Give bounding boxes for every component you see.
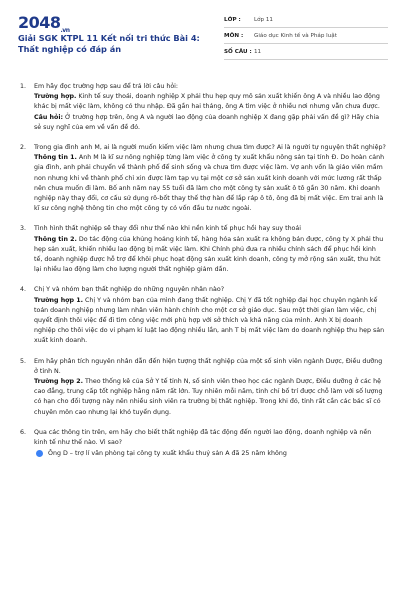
- meta-value: Giáo dục Kinh tế và Pháp luật: [254, 32, 337, 39]
- bullet-item: [34, 449, 386, 459]
- meta-key: SỐ CÂU :: [224, 48, 252, 55]
- info-text: Anh M là kĩ sư nông nghiệp từng làm việc ở công ty xuất khẩu nông sản tại tỉnh Đ. Do hoàn cảnh gia đình, anh phải chuyển về thành phố để sinh sống và chưa tìm được việc làm. Vợ anh vốn là giáo viên mầm non nhưng khi về thành phố chỉ xin được làm tạp vụ tại một cơ sở sản xuất kinh doanh với mức lương rất thấp nên chưa muốn đi làm. Bố anh năm nay 55 tuổi đã làm cho một công ty sản xuất ô tô gần 30 năm. Khi doanh nghiệp này thay đổi, cơ cấu sử dụng rô-bốt thay thế thợ hàn để lắp ráp ô tô, ông đã bị mất việc. Em trai anh là kĩ sư công nghệ thông tin cho một công ty có vốn đầu tư nước ngoài.: [34, 154, 385, 213]
- question-info: [34, 377, 386, 418]
- question-ask: [34, 113, 386, 133]
- question-item: [20, 224, 386, 275]
- info-text: Do tác động của khủng hoảng kinh tế, hàng hóa sản xuất ra không bán được, công ty X phải thu hẹp sản xuất, khiến nhiều lao động bị mất việc làm. Khi Chính phủ đưa ra nhiều chính sách để phục hồi kinh tế, doanh nghiệp được hỗ trợ để khôi phục hoạt động sản xuất kinh doanh, công ty mở rộng sản xuất, thu hút lại nhiều lao động làm cho lượng người thất nghiệp giảm dần.: [34, 235, 384, 274]
- question-prompt: Em hãy phân tích nguyên nhân dẫn đến hiện tượng thất nghiệp của một số sinh viên ngành Dược, Điều dưỡng ở tỉnh N.: [34, 357, 383, 375]
- meta-row-count: [224, 44, 388, 60]
- question-info: [34, 153, 386, 214]
- page-title: Giải SGK KTPL 11 Kết nối tri thức Bài 4: Thất nghiệp có đáp án: [18, 33, 200, 54]
- ask-text: Ở trường hợp trên, ông A và người lao động của doanh nghiệp X đang gặp phải vấn đề gì? Hãy chia sẻ suy nghĩ của em về vấn đề đó.: [34, 113, 380, 131]
- question-item: [20, 285, 386, 346]
- question-list: [20, 82, 386, 470]
- page-header: [0, 0, 400, 76]
- question-item: [20, 357, 386, 418]
- info-label: Trường hợp 1.: [34, 296, 83, 304]
- question-number: 3.: [20, 225, 27, 233]
- meta-row-class: [224, 12, 388, 28]
- meta-key: LỚP :: [224, 16, 241, 23]
- meta-key: MÔN :: [224, 32, 244, 39]
- info-label: Trường hợp.: [34, 93, 77, 101]
- question-info: [34, 235, 386, 276]
- question-item: [20, 82, 386, 133]
- question-prompt: Trong gia đình anh M, ai là người muốn kiếm việc làm nhưng chưa tìm được? Ai là người tự nguyện thất nghiệp?: [34, 144, 386, 152]
- logo-main: 2048: [18, 13, 61, 32]
- question-number: 4.: [20, 286, 27, 294]
- question-prompt: Tình hình thất nghiệp sẽ thay đổi như thế nào khi nền kinh tế phục hồi hay suy thoái: [34, 225, 302, 233]
- info-label: Trường hợp 2.: [34, 378, 83, 386]
- question-info: [34, 92, 386, 112]
- info-text: Chị Y và nhóm bạn của mình đang thất nghiệp. Chị Y đã tốt nghiệp đại học chuyên ngành kế toán doanh nghiệp nhưng làm nhân viên hành chính cho một cơ sở giáo dục. Sau một thời gian làm việc, chị quyết định thôi việc để đi tìm công việc mới phù hợp với sở thích và khả năng của mình. Anh X bị doanh nghiệp cho thôi việc do vi phạm kỉ luật lao động nhiều lần, anh T bị mất việc làm do doanh nghiệp thu hẹp sản xuất kinh doanh.: [34, 296, 385, 345]
- site-logo[interactable]: [18, 13, 70, 34]
- meta-value: Lớp 11: [254, 16, 273, 23]
- question-number: 5.: [20, 357, 27, 365]
- question-prompt: Qua các thông tin trên, em hãy cho biết thất nghiệp đã tác động đến người lao động, doanh nghiệp và nền kinh tế như thế nào. Vì sao?: [34, 428, 372, 447]
- info-text: Theo thống kê của Sở Y tế tỉnh N, số sinh viên theo học các ngành Dược, Điều dưỡng ở các hệ cao đẳng, trung cấp tốt nghiệp hằng năm rất lớn. Tuy nhiên mỗi năm, tỉnh chỉ bố trí được chỗ làm với số lượng có hạn cho đối tượng này nên nhiều sinh viên ra trường bị thất nghiệp. Trong khi đó, tỉnh rất cần các bác sĩ có chuyên môn cao nhưng lại khó tuyển dụng.: [34, 378, 383, 416]
- question-item: [20, 428, 386, 460]
- question-info: [34, 296, 386, 347]
- meta-row-subject: [224, 28, 388, 44]
- info-label: Thông tin 1.: [34, 154, 77, 162]
- meta-table: [224, 12, 388, 60]
- info-label: Thông tin 2.: [34, 235, 77, 243]
- meta-value: 11: [254, 48, 262, 55]
- question-prompt: Chị Y và nhóm bạn thất nghiệp do những nguyên nhân nào?: [34, 286, 225, 294]
- question-number: 6.: [20, 428, 27, 436]
- question-item: [20, 143, 386, 214]
- ask-label: Câu hỏi:: [34, 113, 64, 121]
- bullet-text: Ông D – trợ lí văn phòng tại công ty xuất khẩu thuỷ sản A đã 25 năm không: [48, 450, 287, 458]
- question-number: 1.: [20, 83, 27, 90]
- question-number: 2.: [20, 144, 27, 152]
- info-text: Kinh tế suy thoái, doanh nghiệp X phải thu hẹp quy mô sản xuất khiến ông A và nhiều lao động khác bị mất việc làm, không có thu nhập. Đã gần hai tháng, ông A tìm việc ở nhiều nơi nhưng vẫn chưa được.: [34, 93, 380, 111]
- logo-suffix: .vn: [60, 27, 70, 35]
- question-prompt: Em hãy đọc trường hợp sau để trả lời câu hỏi:: [34, 83, 179, 90]
- bullet-dot-icon: [36, 450, 43, 457]
